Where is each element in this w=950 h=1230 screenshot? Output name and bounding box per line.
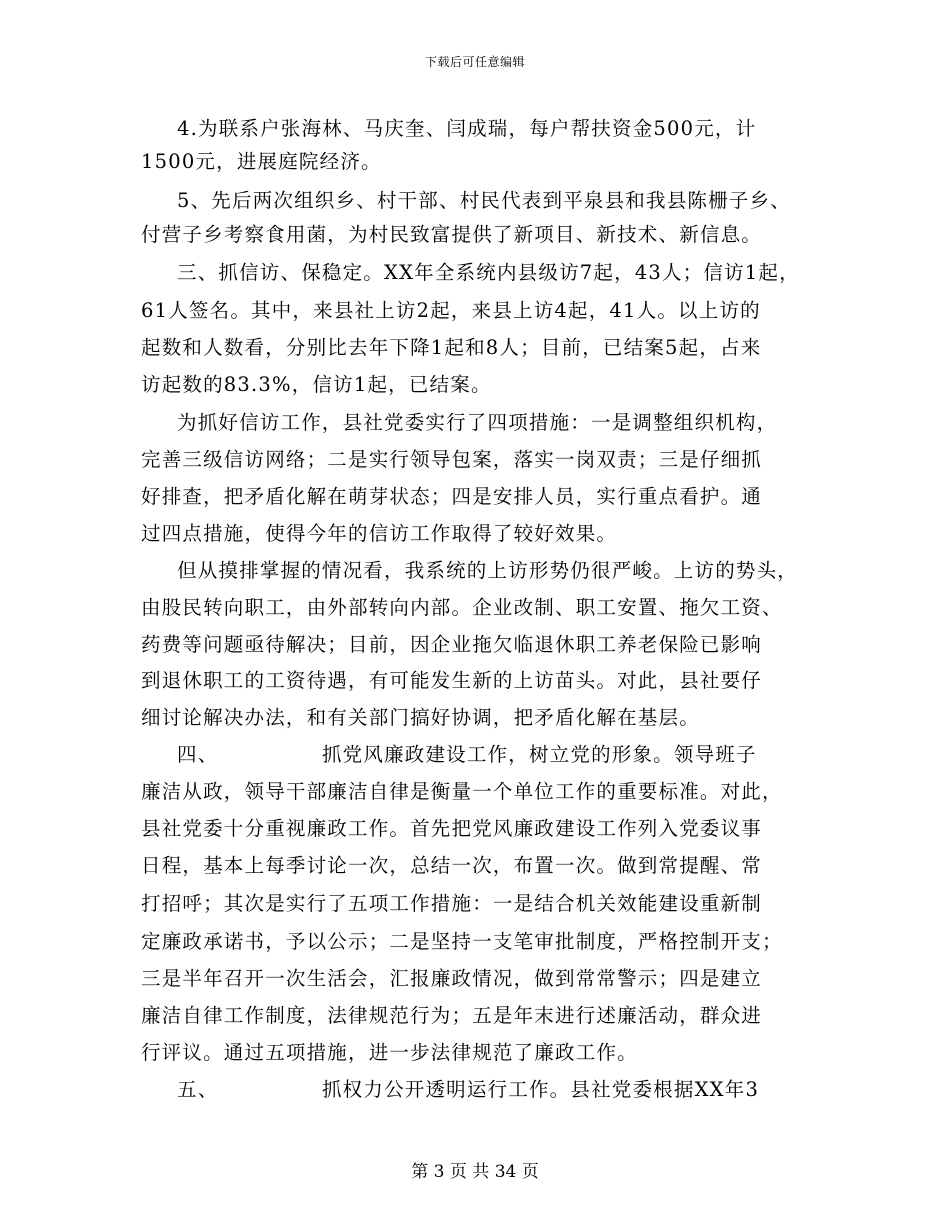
text-line: 由股民转向职工，由外部转向内部。企业改制、职工安置、拖欠工资、: [141, 596, 783, 619]
text-line: 付营子乡考察食用菌，为村民致富提供了新项目、新技术、新信息。: [141, 223, 763, 246]
text-line: 行评议。通过五项措施，进一步法律规范了廉政工作。: [141, 1041, 638, 1064]
text-line: 药费等问题亟待解决；目前，因企业拖欠临退休职工养老保险已影响: [141, 633, 763, 656]
text-line: 日程，基本上每季讨论一次，总结一次，布置一次。做到常提醒、常: [141, 854, 763, 877]
text-line: 打招呼；其次是实行了五项工作措施：一是结合机关效能建设重新制: [141, 892, 763, 915]
text-line: 到退休职工的工资待遇，有可能发生新的上访苗头。对此，县社要仔: [141, 669, 763, 692]
text-line: 61人签名。其中，来县社上访2起，来县上访4起，41人。以上访的: [141, 299, 761, 322]
text-line: 廉洁自律工作制度，法律规范行为；五是年末进行述廉活动，群众进: [141, 1004, 763, 1027]
text-line: 五、 抓权力公开透明运行工作。县社党委根据XX年3: [177, 1078, 760, 1101]
text-line: 访起数的83.3%，信访1起，已结案。: [141, 373, 492, 396]
text-line: 四、 抓党风廉政建设工作，树立党的形象。领导班子: [177, 743, 757, 766]
text-line: 完善三级信访网络；二是实行领导包案，落实一岗双责；三是仔细抓: [141, 448, 763, 471]
page-footer: 第 3 页 共 34 页: [411, 1162, 539, 1182]
text-line: 三、抓信访、保稳定。XX年全系统内县级访7起，43人；信访1起，: [177, 261, 800, 284]
text-line: 5、先后两次组织乡、村干部、村民代表到平泉县和我县陈栅子乡、: [177, 189, 791, 212]
text-line: 县社党委十分重视廉政工作。首先把党风廉政建设工作列入党委议事: [141, 817, 763, 840]
text-line: 但从摸排掌握的情况看，我系统的上访形势仍很严峻。上访的势头，: [177, 559, 799, 582]
text-line: 定廉政承诺书，予以公示；二是坚持一支笔审批制度，严格控制开支；: [141, 930, 783, 953]
text-line: 起数和人数看，分别比去年下降1起和8人；目前，已结案5起，占来: [141, 336, 762, 359]
text-line: 三是半年召开一次生活会，汇报廉政情况，做到常常警示；四是建立: [141, 967, 763, 990]
text-line: 细讨论解决办法，和有关部门搞好协调，把矛盾化解在基层。: [141, 706, 700, 729]
text-line: 廉洁从政，领导干部廉洁自律是衡量一个单位工作的重要标准。对此，: [141, 780, 783, 803]
text-line: 1500元，进展庭院经济。: [141, 150, 382, 173]
page-header: 下载后可任意编辑: [424, 55, 525, 69]
text-line: 好排查，把矛盾化解在萌芽状态；四是安排人员，实行重点看护。通: [141, 485, 763, 508]
text-line: 过四点措施，使得今年的信访工作取得了较好效果。: [141, 522, 618, 545]
text-line: 4.为联系户张海林、马庆奎、闫成瑞，每户帮扶资金500元，计: [177, 117, 757, 140]
text-line: 为抓好信访工作，县社党委实行了四项措施：一是调整组织机构，: [177, 411, 778, 434]
